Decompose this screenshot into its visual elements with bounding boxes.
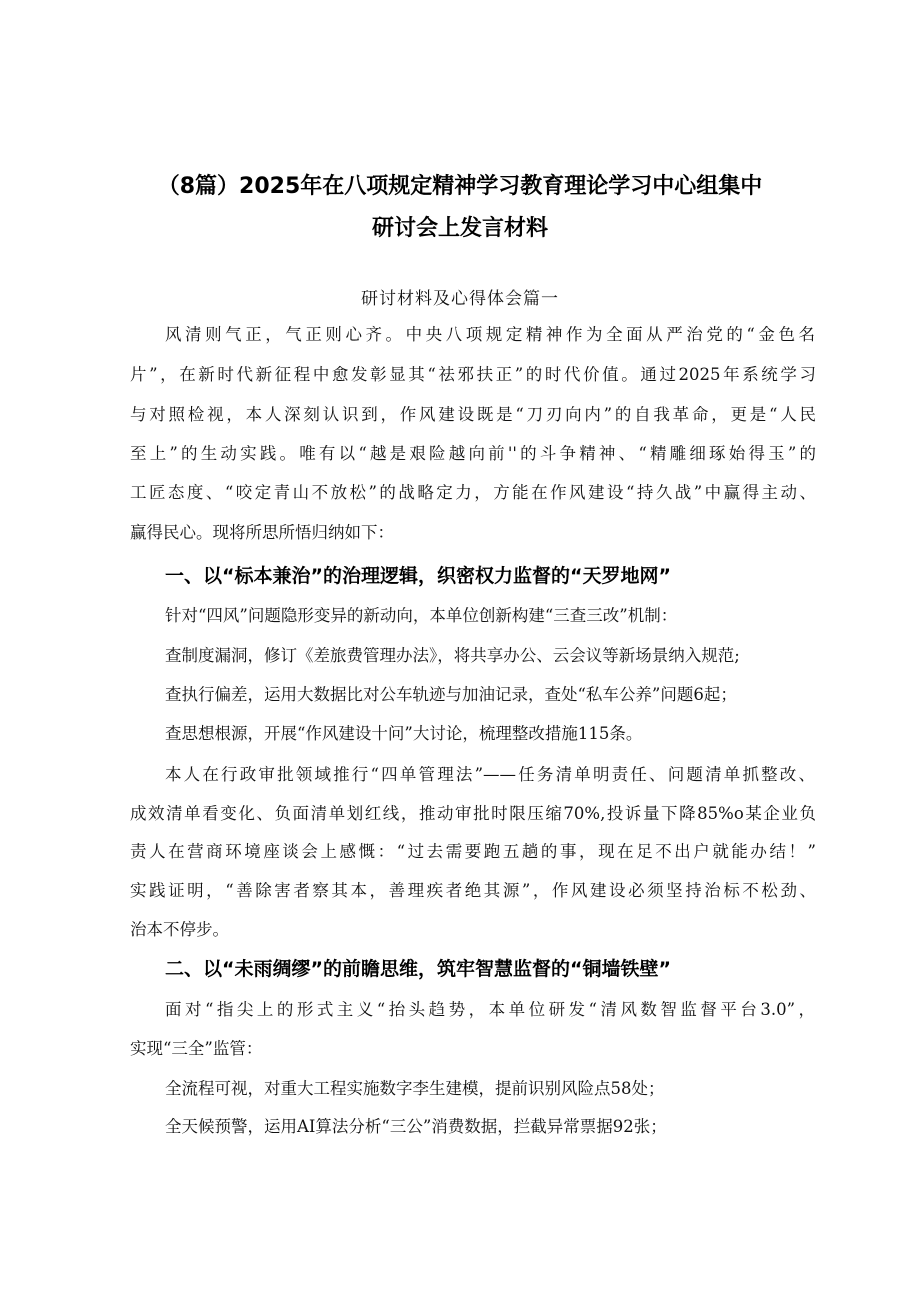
paragraph-line: 成效清单看变化、负面清单划红线，推动审批时限压缩70%,投诉量下降85%o某企业负: [130, 804, 816, 823]
section-heading-1: 一、以“标本兼治”的治理逻辑，织密权力监督的“天罗地网”: [165, 565, 671, 587]
paragraph-line: 查思想根源，开展“作风建设十问”大讨论，梳理整改措施115条。: [165, 724, 643, 743]
paragraph-line: 实现“三全”监管：: [130, 1039, 263, 1058]
paragraph-line: 与对照检视，本人深刻认识到，作风建设既是“刀刃向内”的自我革命，更是“人民: [130, 405, 816, 424]
paragraph-line: 治本不停步。: [130, 920, 229, 939]
paragraph-line: 本人在行政审批领域推行“四单管理法”——任务清单明责任、问题清单抓整改、: [165, 765, 815, 784]
paragraph-line: 实践证明，“善除害者察其本，善理疾者绝其源”，作风建设必须坚持治标不松劲、: [130, 881, 816, 900]
paragraph-line: 责人在营商环境座谈会上感慨：“过去需要跑五趟的事，现在足不出户就能办结！”: [130, 842, 816, 861]
paragraph-line: 全流程可视，对重大工程实施数字李生建模，提前识别风险点58处；: [165, 1079, 665, 1098]
document-title-line2: 研讨会上发言材料: [371, 216, 548, 241]
paragraph-line: 片”，在新时代新征程中愈发彰显其“祛邪扶正”的时代价值。通过2025年系统学习: [130, 365, 816, 384]
paragraph-line: 全天候预警，运用AI算法分析“三公”消费数据，拦截异常票据92张；: [165, 1117, 667, 1136]
document-title-line1: （8篇）2025年在八项规定精神学习教育理论学习中心组集中: [157, 174, 763, 199]
section-subtitle: 研讨材料及心得体会篇一: [361, 289, 559, 309]
paragraph-line: 面对“指尖上的形式主义“抬头趋势，本单位研发“清风数智监督平台3.0”，: [165, 1000, 815, 1019]
paragraph-line: 查制度漏洞，修订《差旅费管理办法》，将共享办公、云会议等新场景纳入规范;: [165, 646, 740, 665]
paragraph-line: 至上”的生动实践。唯有以“越是艰险越向前''的斗争精神、“精雕细琢始得玉”的: [130, 444, 816, 463]
section-heading-2: 二、以“未雨绸缪”的前瞻思维，筑牢智慧监督的“铜墙铁壁”: [165, 958, 671, 980]
paragraph-line: 针对“四风”问题隐形变异的新动向，本单位创新构建“三查三改”机制：: [165, 606, 678, 625]
paragraph-line: 查执行偏差，运用大数据比对公车轨迹与加油记录，查处“私车公养”问题6起；: [165, 685, 737, 704]
paragraph-line: 风清则气正，气正则心齐。中央八项规定精神作为全面从严治党的“金色名: [165, 325, 815, 344]
paragraph-line: 工匠态度、“咬定青山不放松”的战略定力，方能在作风建设“持久战”中赢得主动、: [130, 483, 816, 502]
paragraph-line: 赢得民心。现将所思所悟归纳如下：: [130, 523, 394, 542]
